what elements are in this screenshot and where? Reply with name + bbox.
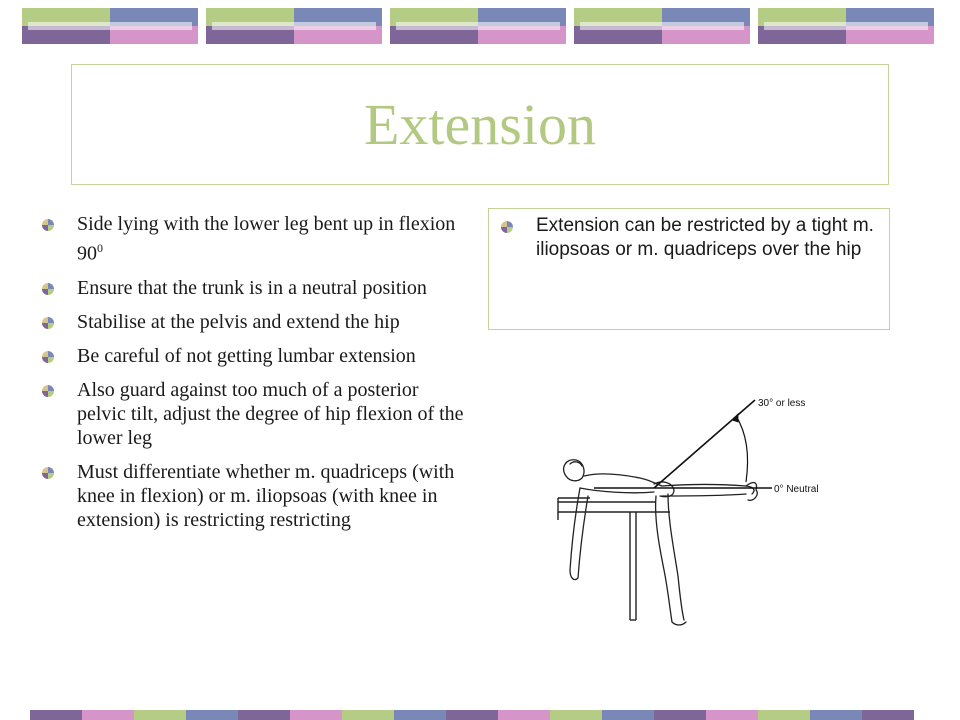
slide-title: Extension <box>364 92 596 157</box>
list-item: Ensure that the trunk is in a neutral position <box>40 276 470 300</box>
band-segment <box>82 710 134 720</box>
band-segment <box>498 710 550 720</box>
bullet-icon <box>501 221 513 233</box>
band-segment <box>30 710 82 720</box>
illustration-svg <box>550 390 850 640</box>
left-bullet-list <box>40 212 470 542</box>
list-item: Side lying with the lower leg bent up in flexion $90^0$ <box>40 212 470 266</box>
band-block <box>390 8 566 44</box>
table-drawing <box>558 498 670 620</box>
bullet-icon <box>42 283 54 295</box>
band-segment <box>342 710 394 720</box>
band-segment <box>238 710 290 720</box>
band-block <box>206 8 382 44</box>
band-segment <box>810 710 862 720</box>
list-item: Stabilise at the pelvis and extend the hip <box>40 310 470 334</box>
right-text-box <box>488 208 890 330</box>
hip-extension-illustration <box>550 390 850 640</box>
bullet-icon <box>42 219 54 231</box>
bullet-icon <box>42 317 54 329</box>
band-segment <box>394 710 446 720</box>
band-block <box>758 8 934 44</box>
band-segment <box>758 710 810 720</box>
band-segment <box>862 710 914 720</box>
band-block <box>574 8 750 44</box>
top-decorative-band <box>22 8 938 44</box>
list-item: Must differentiate whether m. quadriceps (with knee in flexion) or m. iliopsoas (with knee in extension) is restricting restricting <box>40 460 470 532</box>
band-segment <box>654 710 706 720</box>
bullet-icon <box>42 351 54 363</box>
bottom-decorative-band <box>30 710 914 720</box>
label-neutral: 0° Neutral <box>774 484 819 495</box>
band-segment <box>290 710 342 720</box>
band-segment <box>550 710 602 720</box>
list-item: Be careful of not getting lumbar extension <box>40 344 470 368</box>
list-item: Also guard against too much of a posterior pelvic tilt, adjust the degree of hip flexion of the lower leg <box>40 378 470 450</box>
band-segment <box>602 710 654 720</box>
band-segment <box>186 710 238 720</box>
title-box <box>71 64 889 185</box>
band-segment <box>706 710 758 720</box>
right-bullet-list <box>499 214 874 262</box>
bullet-icon <box>42 467 54 479</box>
bullet-icon <box>42 385 54 397</box>
band-block <box>22 8 198 44</box>
list-item: Extension can be restricted by a tight m. iliopsoas or m. quadriceps over the hip <box>499 214 874 262</box>
label-thirty-degrees: 30° or less <box>758 398 806 409</box>
band-segment <box>134 710 186 720</box>
patient-drawing <box>564 460 758 625</box>
band-segment <box>446 710 498 720</box>
